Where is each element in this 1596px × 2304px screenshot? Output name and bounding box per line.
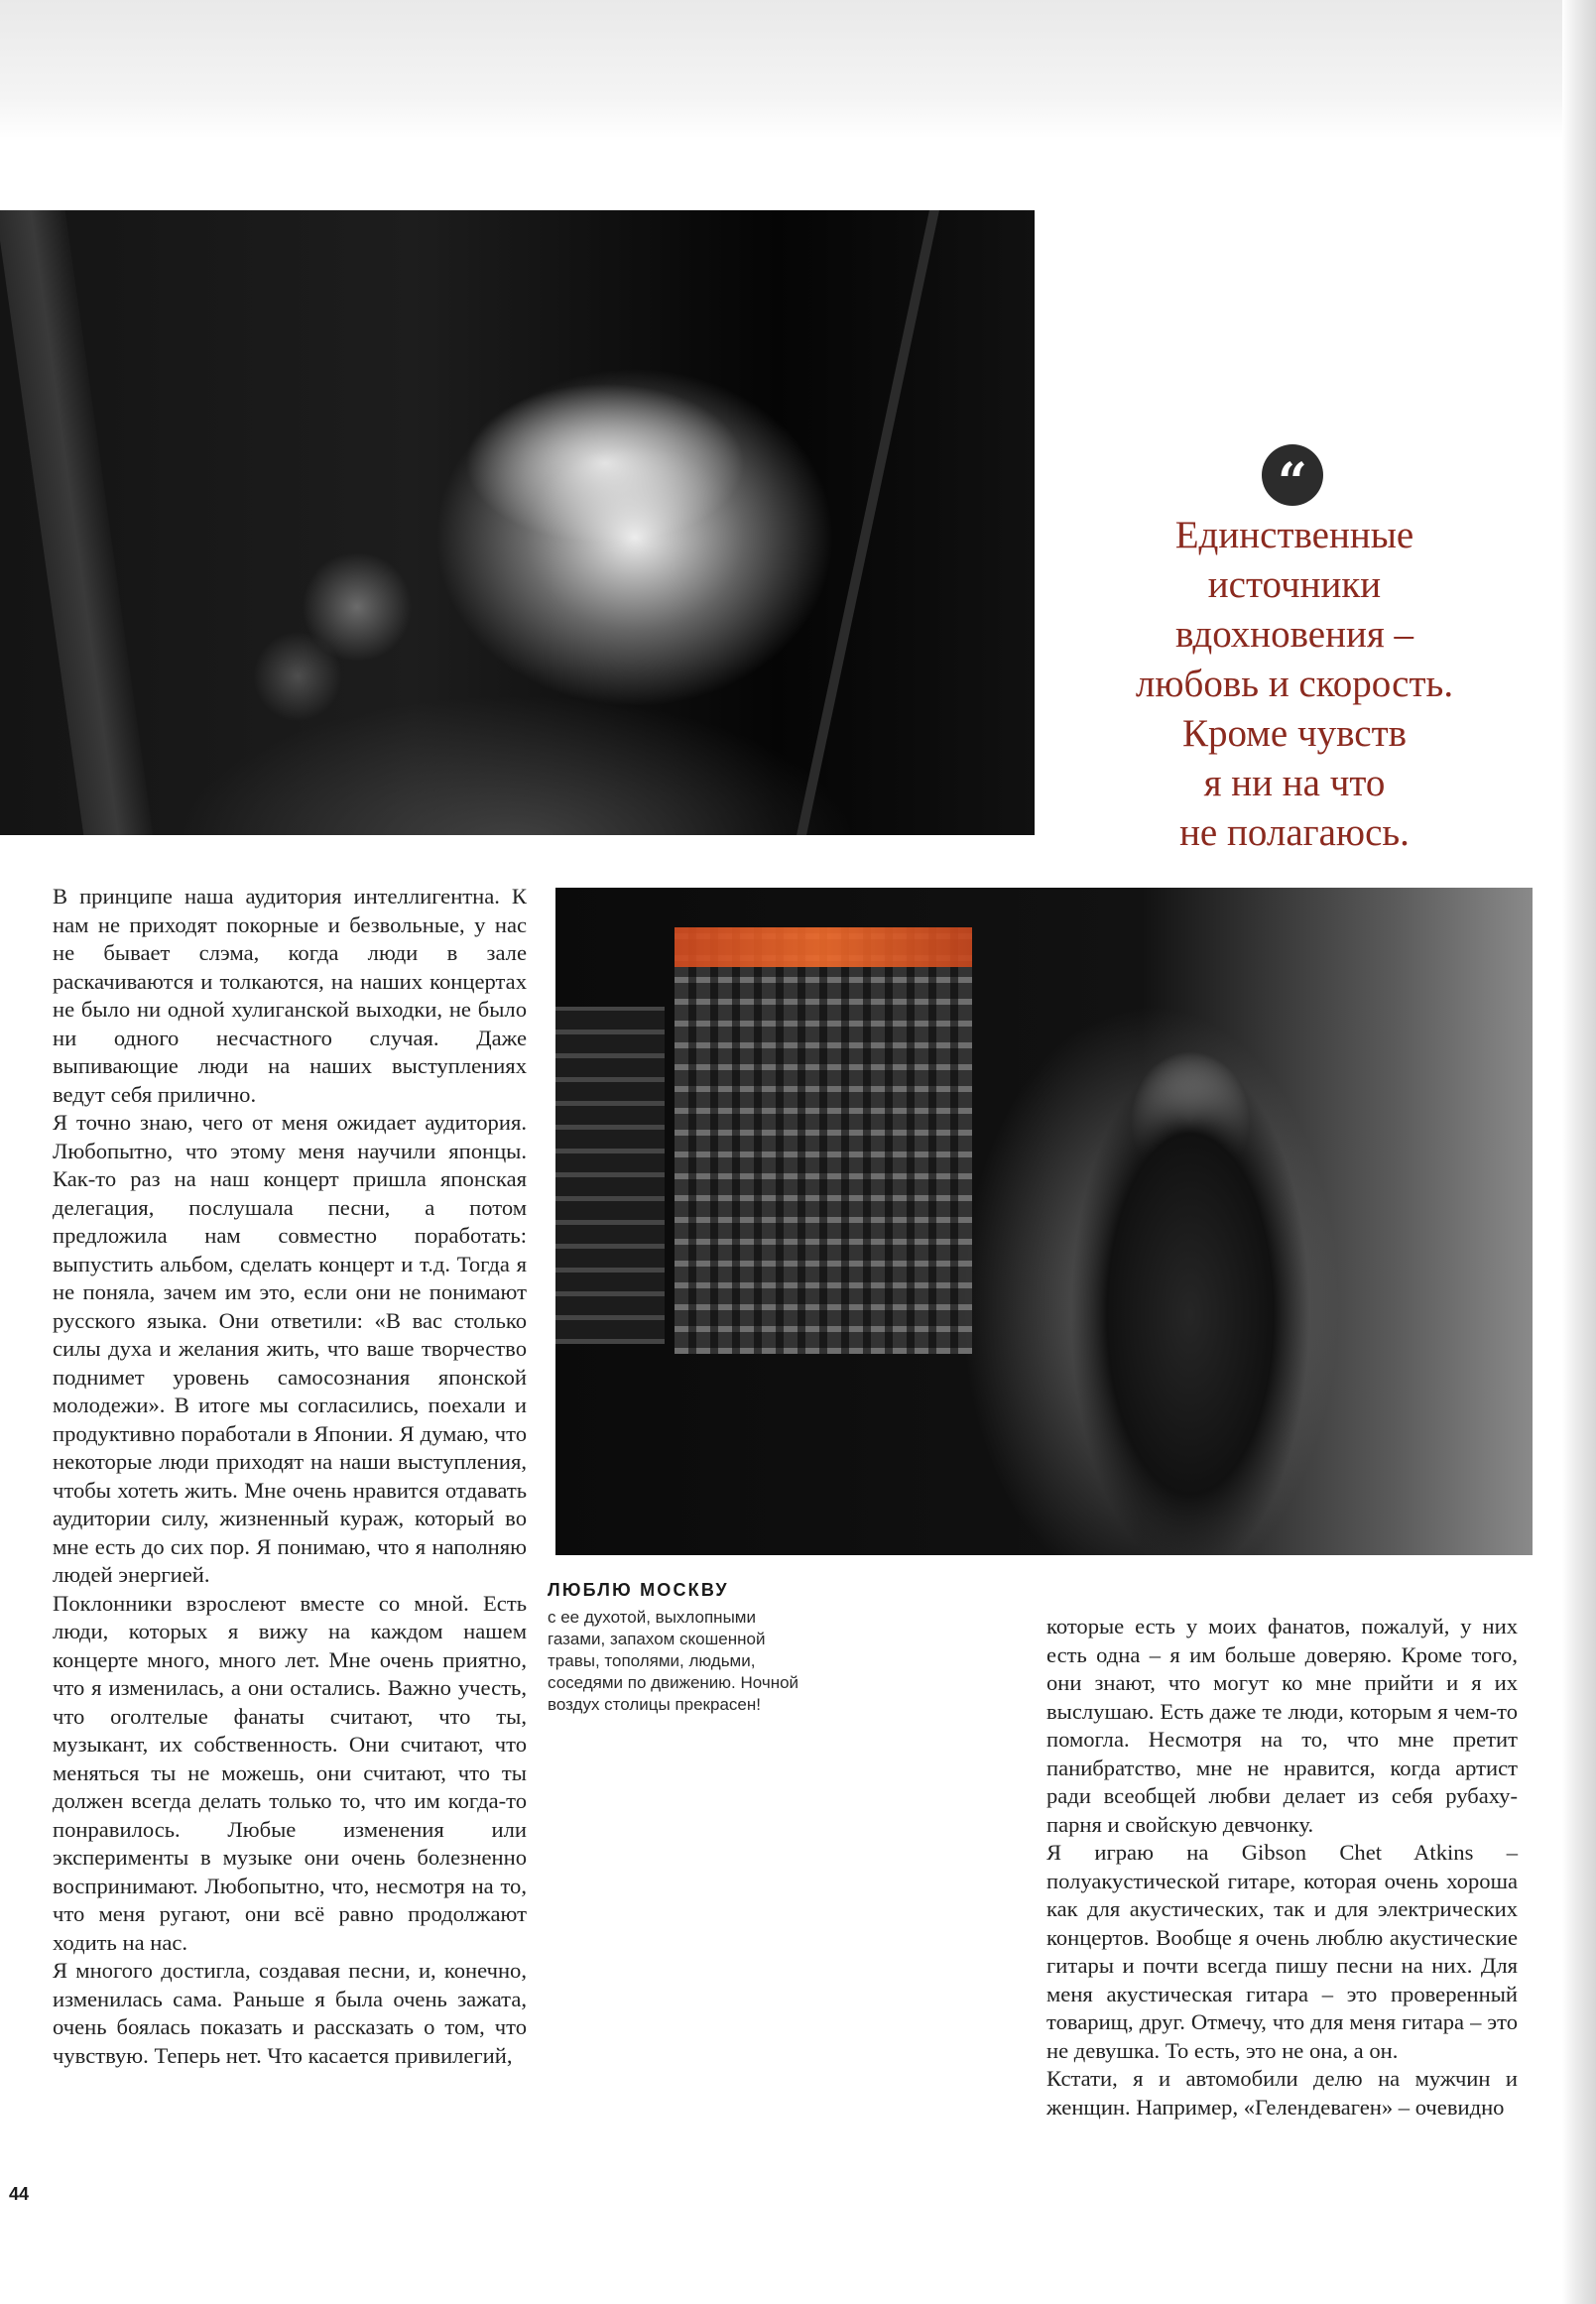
photo-caption <box>548 1580 813 1716</box>
scanner-margin <box>0 0 1596 139</box>
quote-mark-icon: “ <box>1262 444 1323 506</box>
lit-skyscraper <box>675 927 972 1354</box>
pull-quote-line: не полагаюсь. <box>1179 811 1410 854</box>
pull-quote-line: любовь и скорость. <box>1135 663 1454 705</box>
pull-quote-line: Единственные <box>1174 514 1414 556</box>
pull-quote <box>1076 511 1513 858</box>
city-night-photo <box>555 888 1533 1555</box>
skyscraper-orange-lights <box>675 927 972 967</box>
pull-quote-line: источники <box>1207 563 1382 606</box>
page-number: 44 <box>9 2184 30 2204</box>
pull-quote-line: я ни на что <box>1203 762 1386 804</box>
scanner-edge <box>1562 0 1596 2304</box>
article-paragraph: В принципе наша аудитория интеллигентна. К нам не приходят покорные и безвольные, у нас не бывает слэма, когда люди в зале раскачиваются и толкаются, на наших концертах не было ни одной хулиганской выходки, не было ни одного несчастного случая. Даже выпивающие люди на наших выступлениях ведут себя прилично. <box>53 884 527 1107</box>
pull-quote-line: Кроме чувств <box>1181 712 1408 755</box>
article-paragraph: которые есть у моих фанатов, пожалуй, у них есть одна – я им больше доверяю. Кроме того, они знают, что могут ко мне прийти и я их выслушаю. Есть даже те люди, которым я чем-то помогла. Несмотря на то, что мне претит панибратство, мне не нравится, когда артист ради всеобщей любви делает из себя рубаху-парня и свойскую девчонку. <box>1046 1614 1518 1837</box>
article-paragraph: Я точно знаю, чего от меня ожидает аудитория. Любопытно, что этому меня научили японцы. Как-то раз на наш концерт пришла японская делегация, послушала песни, а потом предложила нам совместно поработать: выпустить альбом, сделать концерт и т.д. Тогда я не поняла, зачем им это, если они не понимают русского языка. Они ответили: «В вас столько силы духа и желания жить, что ваше творчество поднимет уровень самосознания японской молодежи». В итоге мы согласились, поехали и продуктивно поработали в Японии. Я думаю, что некоторые люди приходят на наши выступления, чтобы хотеть жить. Мне очень нравится отдавать аудитории силу, жизненный кураж, который во мне есть до сих пор. Я понимаю, что я наполняю людей энергией. <box>53 1110 527 1587</box>
caption-text: с ее духотой, выхлопными газами, запахом скошенной травы, тополями, людьми, соседями по движению. Ночной воздух столицы прекрасен! <box>548 1608 799 1714</box>
article-column-left <box>53 883 527 2070</box>
seatbelt-strap <box>0 210 153 835</box>
caption-title: ЛЮБЛЮ МОСКВУ <box>548 1580 729 1600</box>
article-paragraph: Я многого достигла, создавая песни, и, конечно, изменилась сама. Раньше я была очень зажата, очень боялась показать и рассказать о том, что чувствую. Теперь нет. Что касается привилегий, <box>53 1958 527 2068</box>
article-column-right <box>1046 1613 1518 2122</box>
woman-figure <box>1071 1036 1309 1555</box>
article-paragraph: Поклонники взрослеют вместе со мной. Есть люди, которых я вижу на каждом нашем концерте много, много лет. Мне очень приятно, что я изменилась, а они остались. Важно учесть, что оголтелые фанаты считают, что ты, музыкант, их собственность. Они считают, что меняться ты не можешь, они считают, что ты должен всегда делать только то, что им когда-то понравилось. Любые изменения или эксперименты в музыке они очень болезненно воспринимают. Любопытно, что, несмотря на то, что меня ругают, они всё равно продолжают ходить на нас. <box>53 1590 527 1955</box>
article-paragraph: Я играю на Gibson Chet Atkins – полуакустической гитаре, которая очень хороша как для акустических, так и для электрических концертов. Вообще я очень люблю акустические гитары и почти всегда пишу песни на них. Для меня акустическая гитара – это проверенный товарищ, друг. Отмечу, что для меня гитара – это не девушка. То есть, это не она, а он. <box>1046 1840 1518 2063</box>
top-photo <box>0 210 1035 835</box>
car-door-frame <box>797 210 939 835</box>
article-paragraph: Кстати, я и автомобили делю на мужчин и женщин. Например, «Гелендеваген» – очевидно <box>1046 2066 1518 2120</box>
background-building <box>555 1007 665 1344</box>
pull-quote-line: вдохновения – <box>1174 613 1414 656</box>
